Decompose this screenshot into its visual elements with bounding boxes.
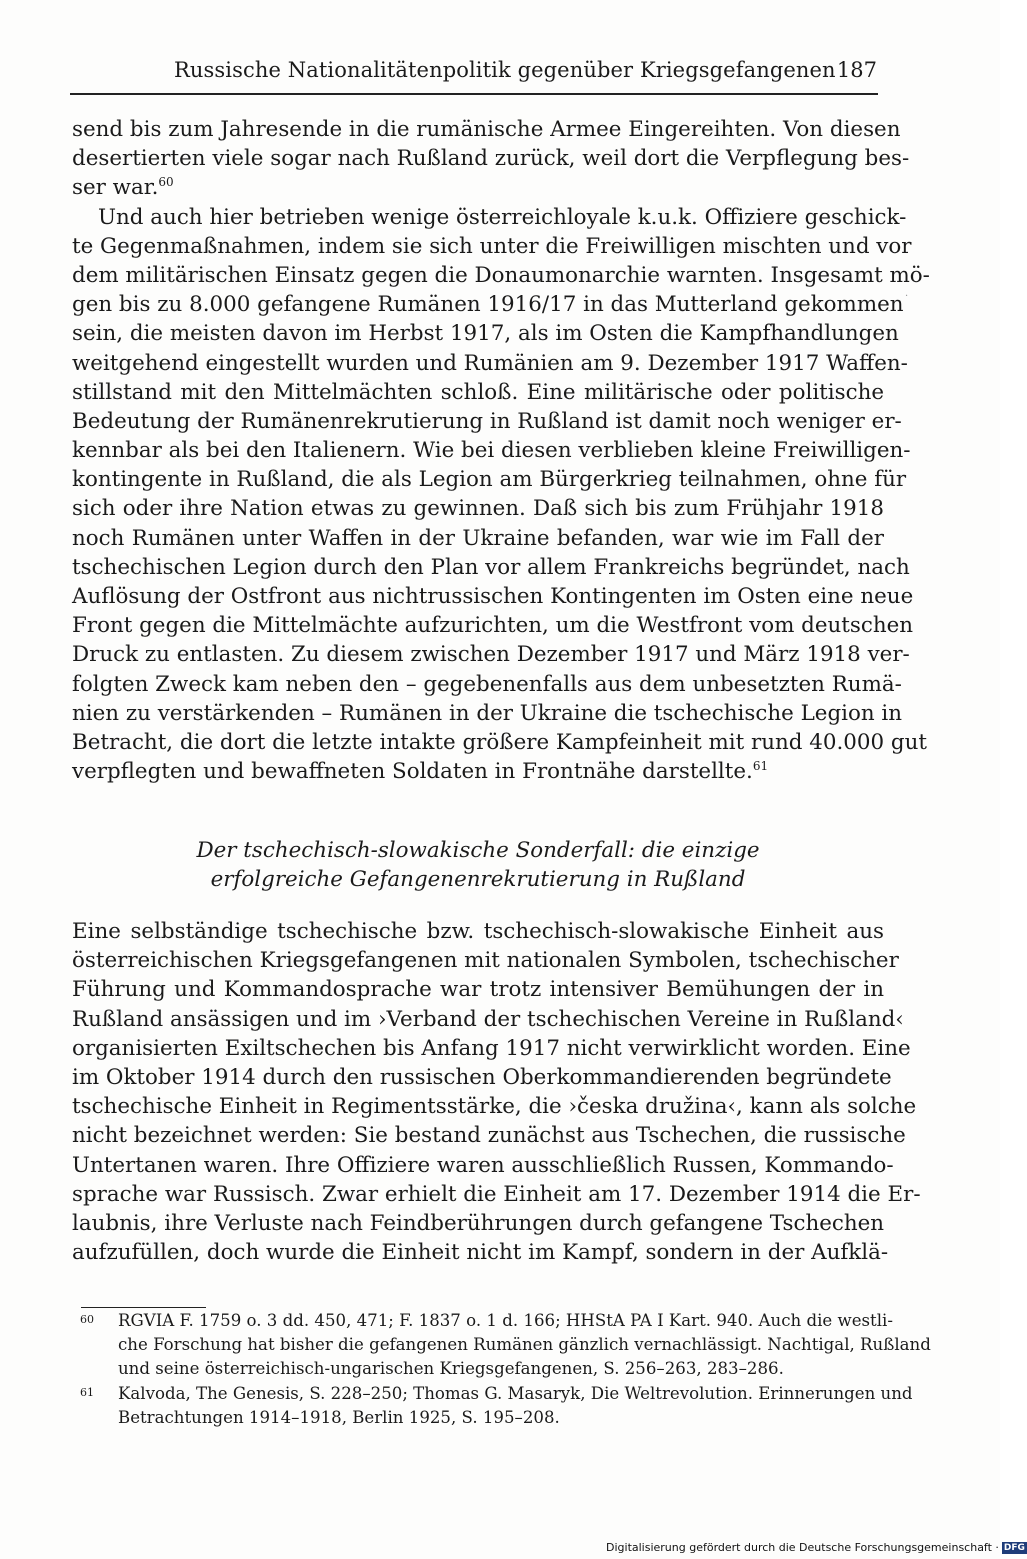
footnote-line: RGVIA F. 1759 o. 3 dd. 450, 471; F. 1837 o. 1 d. 166; HHStA PA I Kart. 940. Auch die westli- xyxy=(118,1311,893,1330)
header-rule xyxy=(70,93,878,95)
text-line: noch Rumänen unter Waffen in der Ukraine befanden, war wie im Fall der xyxy=(72,525,884,551)
text-line: im Oktober 1914 durch den russischen Oberkommandierenden begründete xyxy=(72,1064,892,1090)
text-line: Betracht, die dort die letzte intakte größere Kampfeinheit mit rund 40.000 gut xyxy=(72,729,927,755)
text-line: Front gegen die Mittelmächte aufzurichten, um die Westfront vom deutschen xyxy=(72,613,914,639)
text-line: Führung und Kommandosprache war trotz intensiver Bemühungen der in xyxy=(72,977,884,1003)
text-line: Druck zu entlasten. Zu diesem zwischen Dezember 1917 und März 1918 ver- xyxy=(72,642,910,668)
text-line xyxy=(72,757,884,786)
footnote-number: 60 xyxy=(80,1313,94,1326)
footnotes xyxy=(80,1309,931,1430)
footnote-rule xyxy=(81,1307,206,1308)
footnote-line: Betrachtungen 1914–1918, Berlin 1925, S. 195–208. xyxy=(118,1407,560,1427)
text-line: Auflösung der Ostfront aus nichtrussischen Kontingenten im Osten eine neue xyxy=(72,584,914,610)
section-heading-line: erfolgreiche Gefangenenrekrutierung in Rußland xyxy=(210,867,746,892)
digitization-note-text: Digitalisierung gefördert durch die Deutsche Forschungsgemeinschaft · xyxy=(606,1541,999,1554)
text-line: desertierten viele sogar nach Rußland zurück, weil dort die Verpflegung bes- xyxy=(72,146,910,172)
text-line: Untertanen waren. Ihre Offiziere waren ausschließlich Russen, Kommando- xyxy=(72,1152,894,1178)
footnote-number: 61 xyxy=(80,1385,94,1399)
text-line: gen bis zu 8.000 gefangene Rumänen 1916/17 in das Mutterland gekommen xyxy=(72,292,904,318)
running-head-title: Russische Nationalitätenpolitik gegenüber Kriegsgefangenen xyxy=(174,58,836,82)
text-line: tschechische Einheit in Regimentsstärke, die ›česka družina‹, kann als solche xyxy=(72,1094,917,1120)
text-line: dem militärischen Einsatz gegen die Donaumonarchie warnten. Insgesamt mö- xyxy=(72,262,930,288)
text-line: stillstand mit den Mittelmächten schloß. Eine militärische oder politische xyxy=(72,379,884,405)
text-line: kennbar als bei den Italienern. Wie bei diesen verblieben kleine Freiwilligen- xyxy=(72,438,911,464)
footnote-line: che Forschung hat bisher die gefangenen Rumänen gänzlich vernachlässigt. Nachtigal, Rußland xyxy=(118,1335,931,1355)
text-line: Eine selbständige tschechische bzw. tschechisch-slowakische Einheit aus xyxy=(72,919,884,944)
text-line: nicht bezeichnet werden: Sie bestand zunächst aus Tschechen, die russische xyxy=(72,1123,906,1149)
section-heading xyxy=(72,836,884,894)
text-line: laubnis, ihre Verluste nach Feindberührungen durch gefangene Tschechen xyxy=(72,1210,885,1236)
text-line: Bedeutung der Rumänenrekrutierung in Rußland ist damit noch weniger er- xyxy=(72,408,902,434)
paragraph-1 xyxy=(72,115,910,203)
section-heading-line: Der tschechisch-slowakische Sonderfall: die einzige xyxy=(196,838,760,863)
text-line: Rußland ansässigen und im ›Verband der tschechischen Vereine in Rußland‹ xyxy=(72,1006,904,1032)
text-line xyxy=(72,173,884,202)
text-line: nien zu verstärkenden – Rumänen in der Ukraine die tschechische Legion in xyxy=(72,700,903,726)
text-line-content: verpflegten und bewaffneten Soldaten in Frontnähe darstellte. xyxy=(72,759,753,785)
text-line: Und auch hier betrieben wenige österreichloyale k.u.k. Offiziere geschick- xyxy=(98,204,907,230)
running-head xyxy=(68,56,880,88)
footnote-60 xyxy=(80,1309,931,1382)
text-line: sein, die meisten davon im Herbst 1917, als im Osten die Kampfhandlungen xyxy=(72,321,899,347)
text-line: tschechischen Legion durch den Plan vor allem Frankreichs begründet, nach xyxy=(72,554,910,580)
footnote-61 xyxy=(80,1382,913,1430)
footnote-ref-60[interactable]: 60 xyxy=(158,175,174,190)
text-line: weitgehend eingestellt wurden und Rumänien am 9. Dezember 1917 Waffen- xyxy=(72,350,908,376)
paragraph-3 xyxy=(72,917,921,1267)
text-line: sich oder ihre Nation etwas zu gewinnen. Daß sich bis zum Frühjahr 1918 xyxy=(72,496,884,522)
footnote-line: Kalvoda, The Genesis, S. 228–250; Thomas G. Masaryk, Die Weltrevolution. Erinnerungen und xyxy=(118,1383,913,1403)
text-line: aufzufüllen, doch wurde die Einheit nicht im Kampf, sondern in der Aufklä- xyxy=(72,1240,889,1266)
text-line: te Gegenmaßnahmen, indem sie sich unter die Freiwilligen mischten und vor xyxy=(72,233,912,259)
text-line: folgten Zweck kam neben den – gegebenenfalls aus dem unbesetzten Rumä- xyxy=(72,671,902,697)
footnote-ref-61[interactable]: 61 xyxy=(752,759,769,774)
text-line: organisierten Exiltschechen bis Anfang 1917 nicht verwirklicht worden. Eine xyxy=(72,1035,911,1061)
text-line: kontingente in Rußland, die als Legion am Bürgerkrieg teilnahmen, ohne für xyxy=(72,467,907,493)
text-line-content: ser war. xyxy=(72,175,159,201)
footnote-line: und seine österreichisch-ungarischen Kriegsgefangenen, S. 256–263, 283–286. xyxy=(118,1359,784,1379)
text-line: österreichischen Kriegsgefangenen mit nationalen Symbolen, tschechischer xyxy=(72,948,899,974)
paragraph-2 xyxy=(72,203,930,787)
text-line: send bis zum Jahresende in die rumänische Armee Eingereihten. Von diesen xyxy=(72,117,901,142)
digitization-note xyxy=(606,1541,1025,1559)
dfg-logo-icon: DFG xyxy=(1003,1543,1025,1553)
scan-mark: · xyxy=(905,291,909,302)
page-number: 187 xyxy=(836,58,877,82)
text-line: sprache war Russisch. Zwar erhielt die Einheit am 17. Dezember 1914 die Er- xyxy=(72,1181,921,1207)
